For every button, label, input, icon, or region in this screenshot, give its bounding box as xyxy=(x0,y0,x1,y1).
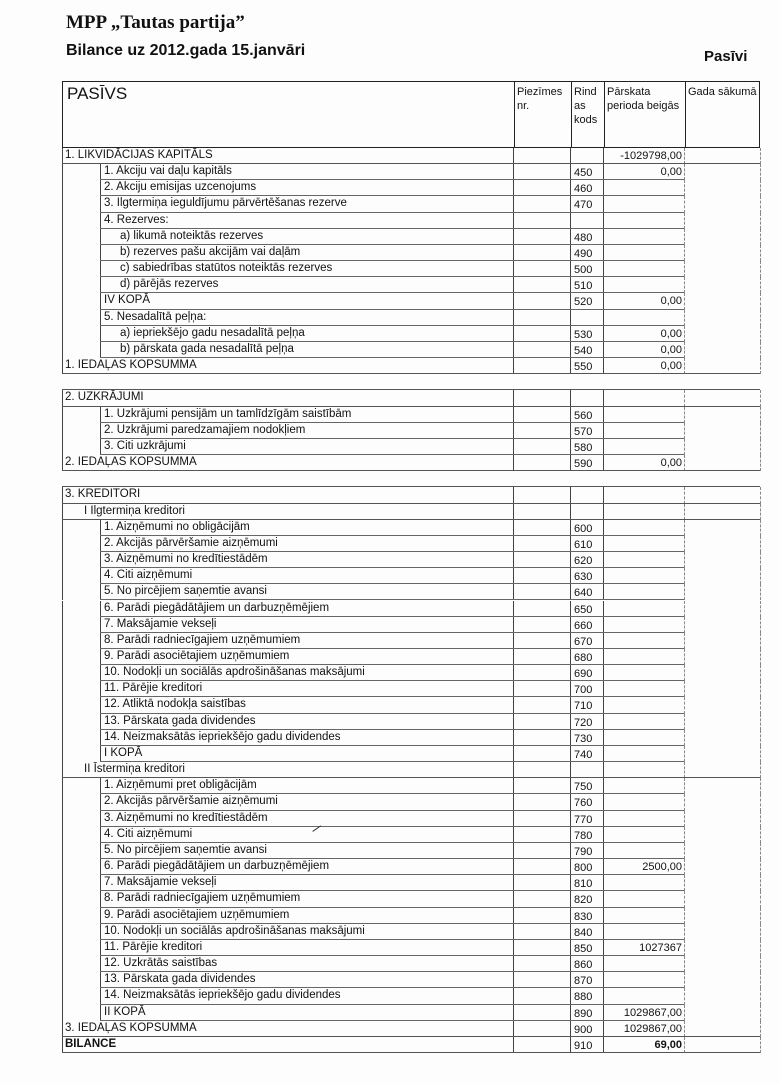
row-label: I Ilgtermiņa kreditori xyxy=(84,504,185,517)
row-code: 650 xyxy=(574,603,593,616)
row-code: 850 xyxy=(574,942,593,955)
row-label: 13. Pārskata gada dividendes xyxy=(104,973,256,986)
table-row xyxy=(62,972,760,988)
row-label: II KOPĀ xyxy=(104,1005,146,1018)
row-label: 1. LIKVIDĀCIJAS KAPITĀLS xyxy=(65,149,213,161)
table-row xyxy=(62,762,760,778)
table-row xyxy=(62,697,760,713)
table-row xyxy=(62,875,760,891)
table-row xyxy=(62,439,760,455)
table-row xyxy=(62,827,760,843)
col-start-header: Gada sākumā xyxy=(688,86,757,98)
row-label: 1. IEDAĻAS KOPSUMMA xyxy=(65,359,197,372)
table-row xyxy=(62,584,760,600)
table-row xyxy=(62,326,760,342)
row-code: 880 xyxy=(574,991,593,1004)
row-label: 13. Pārskata gada dividendes xyxy=(104,714,256,727)
table-row xyxy=(62,390,760,406)
row-label: 7. Maksājamie vekseļi xyxy=(104,876,217,889)
row-label: BILANCE xyxy=(65,1037,117,1050)
row-code: 680 xyxy=(574,651,593,664)
row-code: 840 xyxy=(574,926,593,939)
table-row xyxy=(62,1021,760,1037)
table-row xyxy=(62,471,760,487)
side-label: Pasīvi xyxy=(704,48,748,65)
table-row xyxy=(62,213,760,229)
row-label: 2. Uzkrājumi paredzamajiem nodokļiem xyxy=(104,423,306,436)
table-row xyxy=(62,633,760,649)
row-value: 0,00 xyxy=(660,457,682,470)
table-row xyxy=(62,714,760,730)
table-row xyxy=(62,180,760,196)
table-row xyxy=(62,520,760,536)
row-code: 890 xyxy=(574,1007,593,1020)
table-row xyxy=(62,859,760,875)
table-row xyxy=(62,956,760,972)
table-row xyxy=(62,601,760,617)
row-code: 570 xyxy=(574,425,593,438)
col-name-header: PASĪVS xyxy=(67,84,128,103)
row-code: 610 xyxy=(574,538,593,551)
row-value: 0,00 xyxy=(660,360,682,373)
row-label: 2. UZKRĀJUMI xyxy=(65,391,144,404)
row-code: 690 xyxy=(574,668,593,681)
row-code: 520 xyxy=(574,296,593,309)
col-end-header: Pārskata perioda beigās xyxy=(607,86,680,112)
row-code: 530 xyxy=(574,328,593,341)
row-label: b) rezerves pašu akcijām vai daļām xyxy=(120,245,301,258)
row-code: 470 xyxy=(574,199,593,212)
row-label: 1. Aizņēmumi pret obligācijām xyxy=(104,779,257,792)
row-code: 720 xyxy=(574,716,593,729)
row-code: 640 xyxy=(574,587,593,600)
table-row xyxy=(62,293,760,309)
row-value: 1027367 xyxy=(639,941,682,954)
row-code: 760 xyxy=(574,797,593,810)
row-label: 8. Parādi radniecīgajiem uzņēmumiem xyxy=(104,633,301,646)
row-code: 750 xyxy=(574,781,593,794)
row-value: 69,00 xyxy=(654,1038,682,1051)
table-row xyxy=(62,730,760,746)
row-label: 5. No pircējiem saņemtie avansi xyxy=(104,585,267,598)
table-row xyxy=(62,310,760,326)
row-label: 1. Uzkrājumi pensijām un tamlīdzīgām saistībām xyxy=(104,407,352,420)
row-code: 700 xyxy=(574,684,593,697)
row-code: 460 xyxy=(574,183,593,196)
row-code: 600 xyxy=(574,522,593,535)
row-label: 7. Maksājamie vekseļi xyxy=(104,617,217,630)
row-code: 790 xyxy=(574,845,593,858)
table-row xyxy=(62,924,760,940)
row-label: 3. Ilgtermiņa ieguldījumu pārvērtēšanas rezerve xyxy=(104,197,347,210)
row-code: 870 xyxy=(574,975,593,988)
table-row xyxy=(62,681,760,697)
table-row xyxy=(62,649,760,665)
table-row xyxy=(62,245,760,261)
row-code: 860 xyxy=(574,959,593,972)
table-row xyxy=(62,504,760,520)
row-label: c) sabiedrības statūtos noteiktās rezerves xyxy=(120,262,333,275)
row-value: 1029867,00 xyxy=(623,1022,682,1035)
org-title: MPP „Tautas partija” xyxy=(66,12,245,33)
row-label: 3. Aizņēmumi no kredītiestādēm xyxy=(104,811,268,824)
table-row xyxy=(62,778,760,794)
row-label: a) likumā noteiktās rezerves xyxy=(120,229,264,242)
table-row xyxy=(62,1005,760,1021)
row-code: 450 xyxy=(574,167,593,180)
row-code: 590 xyxy=(574,458,593,471)
row-label: 11. Pārējie kreditori xyxy=(104,682,203,695)
row-code: 800 xyxy=(574,862,593,875)
row-label: 3. IEDAĻAS KOPSUMMA xyxy=(65,1021,197,1034)
row-code: 660 xyxy=(574,619,593,632)
table-row xyxy=(62,794,760,810)
row-label: 8. Parādi radniecīgajiem uzņēmumiem xyxy=(104,892,301,905)
row-label: 2. Akcijās pārvēršamie aizņēmumi xyxy=(104,795,278,808)
table-row xyxy=(62,342,760,358)
row-label: 3. Citi uzkrājumi xyxy=(104,439,186,452)
row-label: 4. Citi aizņēmumi xyxy=(104,569,193,582)
row-label: 11. Pārējie kreditori xyxy=(104,940,203,953)
row-label: 10. Nodokļi un sociālās apdrošināšanas maksājumi xyxy=(104,924,365,937)
table-row xyxy=(62,261,760,277)
table-row xyxy=(62,229,760,245)
table-row xyxy=(62,196,760,212)
row-code: 560 xyxy=(574,409,593,422)
row-code: 510 xyxy=(574,280,593,293)
table-row xyxy=(62,277,760,293)
row-label: 14. Neizmaksātās iepriekšējo gadu dividendes xyxy=(104,730,341,743)
table-row xyxy=(62,164,760,180)
row-label: 3. Aizņēmumi no kredītiestādēm xyxy=(104,553,268,566)
table-row xyxy=(62,617,760,633)
table-row xyxy=(62,746,760,762)
table-row xyxy=(62,811,760,827)
row-code: 630 xyxy=(574,571,593,584)
table-row xyxy=(62,423,760,439)
row-label: II Īstermiņa kreditori xyxy=(84,763,185,776)
row-code: 770 xyxy=(574,813,593,826)
row-value: -1029798,00 xyxy=(620,150,682,162)
row-value: 0,00 xyxy=(660,327,682,340)
row-label: 1. Akciju vai daļu kapitāls xyxy=(104,165,232,178)
row-code: 730 xyxy=(574,732,593,745)
table-row xyxy=(62,988,760,1004)
row-code: 740 xyxy=(574,748,593,761)
row-code: 580 xyxy=(574,441,593,454)
row-label: 6. Parādi piegādātājiem un darbuzņēmējiem xyxy=(104,860,330,873)
row-code: 820 xyxy=(574,894,593,907)
table-row xyxy=(62,665,760,681)
row-label: 2. Akciju emisijas uzcenojums xyxy=(104,181,257,194)
row-value: 2500,00 xyxy=(642,861,682,874)
row-label: 5. No pircējiem saņemtie avansi xyxy=(104,843,267,856)
row-label: a) iepriekšējo gadu nesadalītā peļņa xyxy=(120,326,305,339)
row-label: b) pārskata gada nesadalītā peļņa xyxy=(120,342,294,355)
row-label: 5. Nesadalītā peļņa: xyxy=(104,310,207,323)
row-label: 3. KREDITORI xyxy=(65,488,141,501)
row-code: 540 xyxy=(574,344,593,357)
row-code: 550 xyxy=(574,361,593,374)
row-code: 900 xyxy=(574,1023,593,1036)
row-code: 670 xyxy=(574,635,593,648)
row-label: 4. Rezerves: xyxy=(104,213,169,226)
row-label: 12. Uzkrātās saistības xyxy=(104,957,218,970)
table-row xyxy=(62,843,760,859)
col-row-header: Rind as kods xyxy=(574,86,598,126)
table-row xyxy=(62,358,760,374)
table-row xyxy=(62,908,760,924)
row-label: 6. Parādi piegādātājiem un darbuzņēmējiem xyxy=(104,601,330,614)
table-row xyxy=(62,148,760,164)
row-label: 1. Aizņēmumi no obligācijām xyxy=(104,520,250,533)
table-row xyxy=(62,374,760,390)
row-label: 4. Citi aizņēmumi xyxy=(104,827,193,840)
row-label: 9. Parādi asociētajiem uzņēmumiem xyxy=(104,908,290,921)
row-label: IV KOPĀ xyxy=(104,294,151,307)
row-label: 9. Parādi asociētajiem uzņēmumiem xyxy=(104,649,290,662)
table-row xyxy=(62,407,760,423)
row-code: 620 xyxy=(574,555,593,568)
row-code: 710 xyxy=(574,700,593,713)
row-label: 14. Neizmaksātās iepriekšējo gadu dividendes xyxy=(104,989,341,1002)
row-code: 910 xyxy=(574,1039,593,1052)
table-row xyxy=(62,568,760,584)
row-code: 780 xyxy=(574,829,593,842)
row-value: 0,00 xyxy=(660,166,682,179)
table-row xyxy=(62,536,760,552)
col-note-header: Piezīmes nr. xyxy=(517,86,563,112)
row-label: d) pārējās rezerves xyxy=(120,278,219,291)
row-value: 0,00 xyxy=(660,343,682,356)
row-code: 490 xyxy=(574,247,593,260)
row-value: 1029867,00 xyxy=(623,1006,682,1019)
table-row xyxy=(62,940,760,956)
row-label: 2. IEDAĻAS KOPSUMMA xyxy=(65,456,197,469)
row-code: 810 xyxy=(574,878,593,891)
table-row xyxy=(62,455,760,471)
row-code: 500 xyxy=(574,264,593,277)
table-row xyxy=(62,891,760,907)
balance-title: Bilance uz 2012.gada 15.janvāri xyxy=(66,42,306,59)
row-label: I KOPĀ xyxy=(104,746,143,759)
row-code: 480 xyxy=(574,231,593,244)
table-row xyxy=(62,1037,760,1053)
table-row xyxy=(62,552,760,568)
row-value: 0,00 xyxy=(660,295,682,308)
row-code: 830 xyxy=(574,910,593,923)
table-row xyxy=(62,487,760,503)
row-label: 10. Nodokļi un sociālās apdrošināšanas maksājumi xyxy=(104,666,365,679)
row-label: 2. Akcijās pārvēršamie aizņēmumi xyxy=(104,536,278,549)
row-label: 12. Atliktā nodokļa saistības xyxy=(104,698,246,711)
